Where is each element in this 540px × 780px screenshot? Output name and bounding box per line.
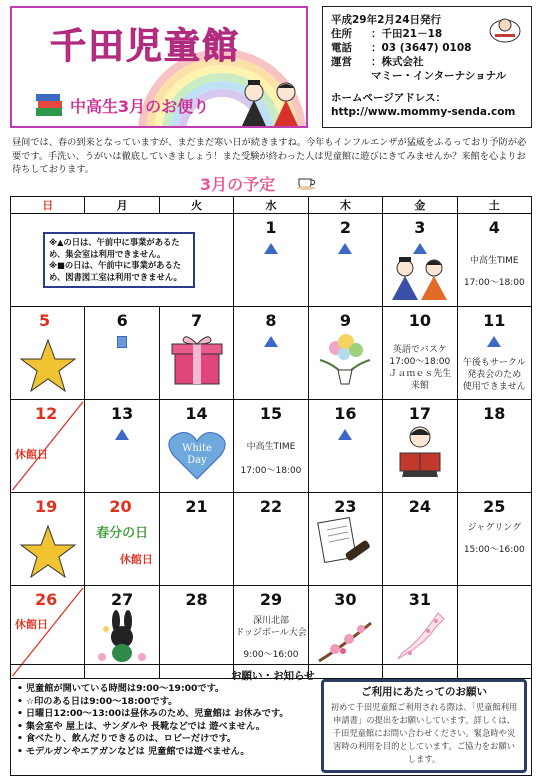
weekday-sun: 日 (11, 197, 85, 214)
day-cell[interactable] (234, 493, 308, 586)
event-label: 深川北部 (252, 616, 289, 626)
day-number: 14 (185, 404, 208, 423)
day-cell[interactable] (85, 493, 159, 586)
day-cell[interactable] (308, 400, 382, 493)
heart-text-1: White (181, 443, 212, 454)
list-item: • 児童館が開いている時間は9:00～19:00です。 (17, 683, 323, 696)
closed-label: 休館日 (15, 448, 48, 461)
day-number: 11 (483, 311, 506, 330)
calendar-title: 3月の予定 (200, 175, 276, 194)
event-label: ドッジボール大会 (235, 628, 307, 638)
day-number: 30 (334, 590, 357, 609)
event-time: 9:00～16:00 (243, 650, 299, 660)
day-number: 15 (259, 404, 283, 423)
day-cell[interactable] (85, 307, 159, 400)
usage-title: ご利用にあたってのお願い (361, 686, 487, 698)
operator-name: マミー・インターナショナル (371, 70, 507, 82)
address-label: 住所 (331, 28, 352, 40)
day-cell[interactable] (383, 214, 457, 307)
reading-student-icon (388, 423, 452, 479)
day-number: 24 (408, 497, 431, 516)
hina-dolls-icon (238, 78, 304, 128)
day-cell[interactable] (85, 400, 159, 493)
cherry-branch-icon (315, 609, 375, 665)
day-number: 29 (259, 590, 283, 609)
event-label: 使用できません (462, 382, 526, 392)
day-number: 28 (185, 590, 208, 609)
day-cell[interactable] (308, 307, 382, 400)
day-cell[interactable] (11, 400, 85, 493)
notice-footer (10, 664, 532, 776)
list-item: • 日曜日12:00～13:00は昼休みのため、児童館は お休みです。 (17, 708, 323, 721)
square-mark (117, 336, 127, 348)
usage-notice (43, 232, 195, 288)
day-cell[interactable] (457, 307, 531, 400)
day-number: 25 (483, 497, 506, 516)
day-cell[interactable] (308, 493, 382, 586)
usage-body: 初めて千田児童館ご利用される際は、「児童館利用申請書」の提出をお願いしています。詳しくは、千田児童館にお問い合わせください。緊急時や災害時の利用を目的としています。ご協力をお願いします。 (330, 702, 518, 764)
calendar-week (11, 400, 532, 493)
logo-icon (489, 15, 521, 43)
day-cell[interactable] (234, 400, 308, 493)
event-time: 17:00～18:00 (463, 278, 525, 288)
notice-line: ※■の日は、午前中に事業があるため、図書図工室は利用できません。 (49, 260, 182, 282)
list-item: • 食べたり、飲んだりできるのは、ロビーだけです。 (17, 733, 323, 746)
day-number: 9 (339, 311, 351, 330)
event-label: ジャグリング (467, 523, 522, 533)
day-number: 6 (116, 311, 128, 330)
day-cell[interactable] (234, 307, 308, 400)
star-icon (19, 338, 77, 394)
spring-equinox-label: 春分の日 (96, 526, 149, 541)
event-label: 午後もサークル (462, 358, 526, 368)
operator-row-2 (331, 69, 523, 83)
books-icon (34, 92, 64, 118)
homepage-label: ホームページアドレス： (331, 92, 446, 104)
event-time: 17:00～18:00 (240, 466, 302, 476)
day-number: 20 (109, 497, 132, 516)
triangle-mark (487, 336, 501, 347)
day-cell[interactable] (383, 493, 457, 586)
day-number: 19 (35, 497, 58, 516)
weekday-fri: 金 (383, 197, 457, 214)
weekday-thu: 木 (308, 197, 382, 214)
operator-value: ：株式会社 (371, 56, 424, 68)
page-subtitle: 中高生3月のお便り (70, 97, 210, 116)
day-number: 27 (111, 590, 134, 609)
list-item: • 集会室や 屋上は、サンダルや 長靴などでは 遊べません。 (17, 721, 323, 734)
heart-text-2: Day (186, 455, 207, 466)
day-number: 23 (334, 497, 357, 516)
day-number: 21 (185, 497, 208, 516)
day-number: 22 (259, 497, 283, 516)
day-number: 3 (414, 218, 426, 237)
issued-date: 平成29年2月24日発行 (331, 14, 442, 26)
calendar-week (11, 214, 532, 307)
day-cell[interactable] (383, 400, 457, 493)
triangle-mark (413, 243, 427, 254)
homepage-link[interactable]: http://www.mommy-senda.com (331, 106, 516, 118)
day-cell[interactable] (457, 214, 531, 307)
usage-box (321, 679, 527, 773)
triangle-mark (338, 429, 352, 440)
day-number: 26 (35, 590, 58, 609)
day-number: 17 (408, 404, 431, 423)
event-label: 英語でバスケ (392, 345, 447, 355)
day-number: 13 (111, 404, 134, 423)
day-number: 31 (408, 590, 431, 609)
day-number: 10 (408, 311, 431, 330)
event-label: 中高生TIME (469, 256, 519, 266)
day-cell[interactable] (159, 493, 233, 586)
event-label: 来館 (410, 381, 429, 391)
flower-vase-icon (314, 330, 376, 386)
page-title: 千田児童館 (50, 26, 241, 67)
closed-label: 休館日 (119, 553, 153, 566)
day-cell[interactable] (457, 400, 531, 493)
weekday-header (11, 197, 532, 214)
day-number: 4 (488, 218, 500, 237)
footer-title: お願い・お知らせ (231, 670, 315, 682)
day-cell[interactable] (383, 307, 457, 400)
day-number: 7 (190, 311, 203, 330)
event-label: Ｊａｍｅｓ先生 (388, 369, 452, 379)
day-number: 5 (39, 311, 51, 330)
phone-row (331, 41, 523, 55)
calendar-table (10, 196, 532, 679)
notice-list (17, 683, 323, 758)
triangle-mark (264, 336, 278, 347)
day-cell[interactable] (457, 493, 531, 586)
closed-label: 休館日 (15, 618, 48, 631)
weekday-tue: 火 (159, 197, 233, 214)
list-item: • モデルガンやエアガンなどは 児童館では遊べません。 (17, 746, 323, 759)
triangle-mark (115, 429, 129, 440)
day-number: 16 (334, 404, 357, 423)
event-label: 発表会のため (467, 370, 522, 380)
list-item: • ☆印のある日は9:00～18:00です。 (17, 696, 323, 709)
address-value: ：千田21－18 (371, 28, 443, 40)
info-box (322, 6, 532, 128)
phone-value: ：03 (3647) 0108 (371, 42, 472, 54)
star-icon (19, 524, 77, 580)
day-number: 1 (265, 218, 277, 237)
event-time: 17:00～18:00 (389, 357, 451, 367)
weekday-wed: 水 (234, 197, 308, 214)
day-cell[interactable] (308, 214, 382, 307)
hina-dolls-icon (388, 256, 452, 302)
day-cell[interactable] (234, 214, 308, 307)
phone-label: 電話 (331, 42, 352, 54)
operator-label: 運営 (331, 56, 352, 68)
day-number: 12 (35, 404, 58, 423)
day-number: 18 (483, 404, 506, 423)
triangle-mark (264, 243, 278, 254)
calendar-week (11, 307, 532, 400)
gift-icon (169, 332, 225, 388)
weekday-mon: 月 (85, 197, 159, 214)
intro-text: 昼间では、春の到来となっていますが、まだまだ寒い日が続きますね。今年もインフルエンザが猛威をふるっており予防が必要です。手洗い、うがいは徹底していきましょう！また受験が終わった人は児童館に遊びにきてみませんか？来館を心よりお待ちしております。 (12, 137, 527, 175)
event-time: 15:00～16:00 (463, 545, 525, 555)
title-box (10, 6, 308, 128)
notice-line: ※▲の日は、午前中に事業があるため、集会室は利用できません。 (49, 237, 180, 259)
day-cell[interactable] (159, 307, 233, 400)
japan-map-icon (390, 609, 450, 665)
day-cell[interactable] (11, 307, 85, 400)
calendar-week (11, 493, 532, 586)
event-label: 中高生TIME (246, 442, 296, 452)
day-number: 2 (339, 218, 351, 237)
triangle-mark (338, 243, 352, 254)
teacup-icon (296, 174, 318, 190)
day-cell[interactable] (11, 493, 85, 586)
notice-cell (11, 214, 234, 307)
operator-row (331, 55, 523, 69)
diploma-icon (315, 516, 375, 572)
day-number: 8 (265, 311, 277, 330)
weekday-sat: 土 (457, 197, 531, 214)
day-cell[interactable] (159, 400, 233, 493)
white-day-heart-icon (167, 429, 227, 481)
rabbit-icon (92, 609, 152, 665)
